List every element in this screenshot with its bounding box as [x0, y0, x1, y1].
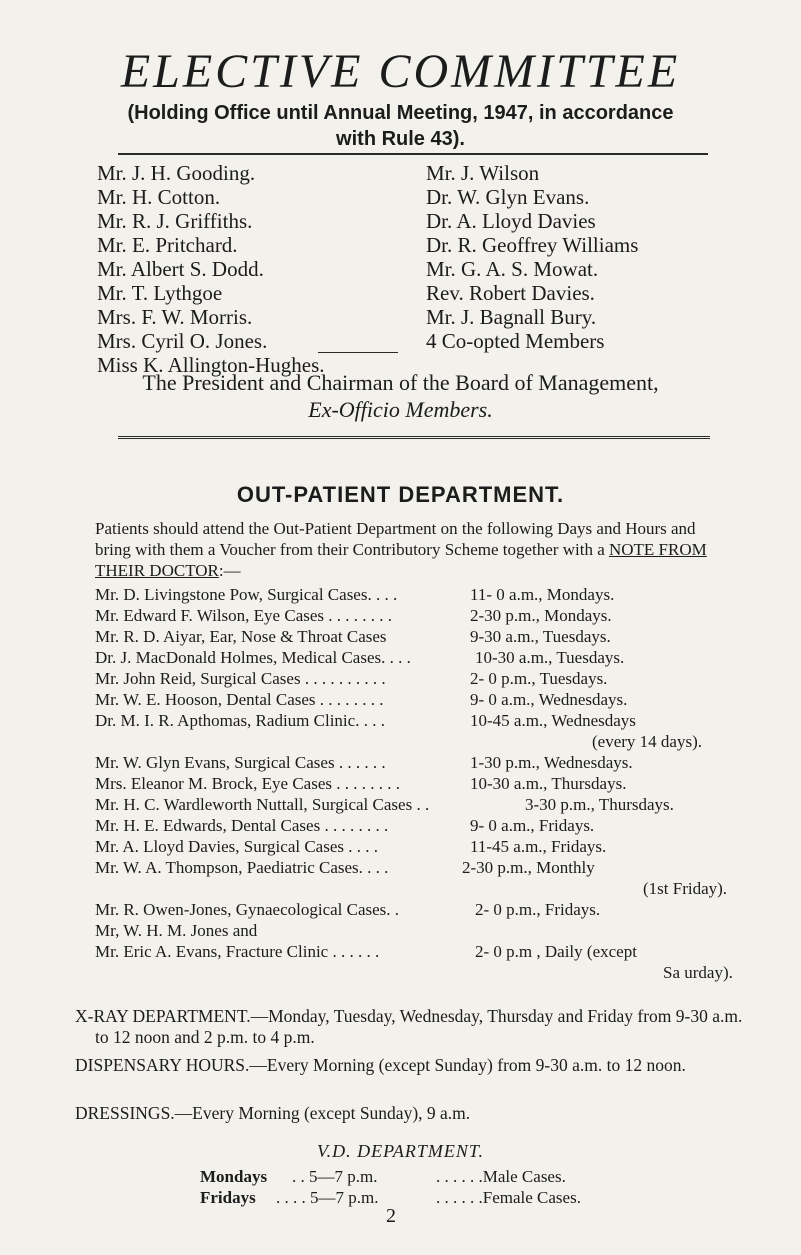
committee-right-column: [426, 161, 638, 353]
intro-text: Patients should attend the Out-Patient Department on the following Days and Hours and bring with them a Voucher from their Contributory Scheme together with a: [95, 519, 696, 559]
schedule-row: [95, 752, 633, 773]
vd-time: . . 5—7 p.m.: [292, 1167, 378, 1186]
schedule-row: [95, 794, 674, 815]
schedule-doctor: Mr, W. H. M. Jones and: [95, 921, 258, 940]
vd-schedule: [200, 1166, 720, 1210]
schedule-time: 1-30 p.m., Wednesdays.: [470, 753, 633, 772]
schedule-doctor: Mr. John Reid, Surgical Cases . . . . . . . . . .: [95, 669, 386, 688]
schedule-doctor: Dr. J. MacDonald Holmes, Medical Cases. . . .: [95, 648, 411, 667]
vd-time: . . . . 5—7 p.m.: [276, 1188, 379, 1207]
subtitle: [0, 100, 801, 152]
schedule-doctor: Mr. R. D. Aiyar, Ear, Nose & Throat Cases: [95, 627, 387, 646]
divider-middle: [118, 436, 710, 439]
schedule-time: 2- 0 p.m , Daily (except: [475, 942, 637, 961]
member-name: 4 Co-opted Members: [426, 329, 605, 353]
member-name: Dr. W. Glyn Evans.: [426, 185, 590, 209]
schedule-row: [95, 899, 601, 920]
page-number: 2: [386, 1205, 396, 1227]
schedule-doctor: Mr. W. E. Hooson, Dental Cases . . . . . . . .: [95, 690, 384, 709]
vd-day: Mondays: [200, 1167, 268, 1186]
member-name: Mr. Albert S. Dodd.: [97, 257, 264, 281]
schedule-time: 2- 0 p.m., Tuesdays.: [470, 669, 608, 688]
schedule-row: [95, 605, 612, 626]
schedule-doctor: Mr. H. C. Wardleworth Nuttall, Surgical Cases . .: [95, 795, 430, 814]
schedule-row: [95, 836, 607, 857]
schedule-time: 2-30 p.m., Monthly: [462, 858, 595, 877]
schedule-doctor: Mrs. Eleanor M. Brock, Eye Cases . . . . . . . .: [95, 774, 401, 793]
member-name: Dr. A. Lloyd Davies: [426, 209, 596, 233]
schedule-doctor: Dr. M. I. R. Apthomas, Radium Clinic. . . .: [95, 711, 385, 730]
schedule-doctor: Mr. A. Lloyd Davies, Surgical Cases . . . .: [95, 837, 378, 856]
vd-row: [200, 1166, 566, 1187]
schedule-doctor: Mr. Eric A. Evans, Fracture Clinic . . . . . .: [95, 942, 380, 961]
president-line-2: Ex-Officio Members.: [308, 397, 493, 422]
vd-department-title: V.D. DEPARTMENT.: [316, 1141, 484, 1161]
intro-end: :—: [218, 561, 241, 580]
outpatient-heading: OUT-PATIENT DEPARTMENT.: [236, 482, 565, 507]
member-name: Mr. G. A. S. Mowat.: [426, 257, 599, 281]
member-name: Mr. H. Cotton.: [97, 185, 221, 209]
schedule-row: [95, 668, 608, 689]
vd-row: [200, 1187, 581, 1208]
schedule-note: Sa urday).: [663, 963, 733, 982]
schedule-time: 9-30 a.m., Tuesdays.: [470, 627, 611, 646]
schedule-note: (1st Friday).: [643, 879, 728, 898]
schedule-time: 10-45 a.m., Wednesdays: [470, 711, 636, 730]
member-name: Mr. E. Pritchard.: [97, 233, 238, 257]
schedule-time: 2- 0 p.m., Fridays.: [475, 900, 601, 919]
schedule-note: (every 14 days).: [592, 732, 702, 751]
schedule-row: [95, 647, 625, 668]
schedule-doctor: Mr. H. E. Edwards, Dental Cases . . . . . . . .: [95, 816, 389, 835]
dressings-paragraph: [75, 1103, 725, 1124]
member-name: Mr. J. H. Gooding.: [97, 161, 256, 185]
schedule-time: 9- 0 a.m., Fridays.: [470, 816, 595, 835]
schedule-doctor: Mr. W. A. Thompson, Paediatric Cases. . . .: [95, 858, 389, 877]
schedule-time: 3-30 p.m., Thursdays.: [525, 795, 674, 814]
schedule-doctor: Mr. W. Glyn Evans, Surgical Cases . . . . . .: [95, 753, 386, 772]
member-name: Dr. R. Geoffrey Williams: [426, 233, 639, 257]
member-name: Mrs. Cyril O. Jones.: [97, 329, 268, 353]
outpatient-schedule: [95, 584, 735, 982]
schedule-time: 11- 0 a.m., Mondays.: [470, 585, 615, 604]
vd-cases: . . . . . .Male Cases.: [436, 1167, 566, 1186]
xray-paragraph: [75, 1006, 745, 1048]
schedule-row: [95, 941, 733, 982]
subtitle-line-2: with Rule 43).: [336, 128, 465, 150]
xray-text: X-RAY DEPARTMENT.—Monday, Tuesday, Wednesday, Thursday and Friday from 9-30 a.m. to 12 noon and 2 p.m. to 4 p.m.: [75, 1006, 743, 1047]
schedule-doctor: Mr. D. Livingstone Pow, Surgical Cases. . . .: [95, 585, 398, 604]
schedule-time: 2-30 p.m., Mondays.: [470, 606, 612, 625]
schedule-time: 10-30 a.m., Thursdays.: [470, 774, 627, 793]
subtitle-line-1: (Holding Office until Annual Meeting, 1947, in accordance: [127, 102, 674, 124]
schedule-row: [95, 584, 615, 605]
schedule-time: 11-45 a.m., Fridays.: [470, 837, 607, 856]
page-title: ELECTIVE COMMITTEE: [120, 45, 681, 98]
schedule-row: [95, 920, 257, 941]
schedule-row: [95, 815, 595, 836]
dressings-text: DRESSINGS.—Every Morning (except Sunday), 9 a.m.: [75, 1103, 471, 1123]
member-name: Mr. J. Bagnall Bury.: [426, 305, 597, 329]
member-name: Mrs. F. W. Morris.: [97, 305, 253, 329]
committee-left-column: [97, 161, 325, 377]
outpatient-intro: [95, 518, 725, 581]
schedule-row: [95, 857, 728, 898]
vd-cases: . . . . . .Female Cases.: [436, 1188, 581, 1207]
member-name: Miss K. Allington-Hughes.: [97, 353, 325, 377]
divider-top: [118, 153, 708, 155]
divider-short: [318, 352, 398, 353]
schedule-row: [95, 626, 611, 647]
schedule-time: 9- 0 a.m., Wednesdays.: [470, 690, 628, 709]
schedule-doctor: Mr. R. Owen-Jones, Gynaecological Cases. .: [95, 900, 400, 919]
member-name: Mr. T. Lythgoe: [97, 281, 223, 305]
president-line-1: The President and Chairman of the Board of Management,: [142, 370, 659, 395]
dispensary-paragraph: [75, 1055, 745, 1076]
vd-day: Fridays: [200, 1188, 256, 1207]
intro-underlined: NOTE FROM THEIR DOCTOR: [95, 540, 707, 580]
member-name: Mr. R. J. Griffiths.: [97, 209, 253, 233]
schedule-time: 10-30 a.m., Tuesdays.: [475, 648, 625, 667]
schedule-row: [95, 773, 627, 794]
schedule-row: [95, 689, 628, 710]
member-name: Mr. J. Wilson: [426, 161, 540, 185]
member-name: Rev. Robert Davies.: [426, 281, 595, 305]
schedule-doctor: Mr. Edward F. Wilson, Eye Cases . . . . . . . .: [95, 606, 393, 625]
schedule-row: [95, 710, 702, 751]
president-note: [0, 369, 801, 423]
dispensary-text: DISPENSARY HOURS.—Every Morning (except Sunday) from 9-30 a.m. to 12 noon.: [75, 1055, 686, 1075]
